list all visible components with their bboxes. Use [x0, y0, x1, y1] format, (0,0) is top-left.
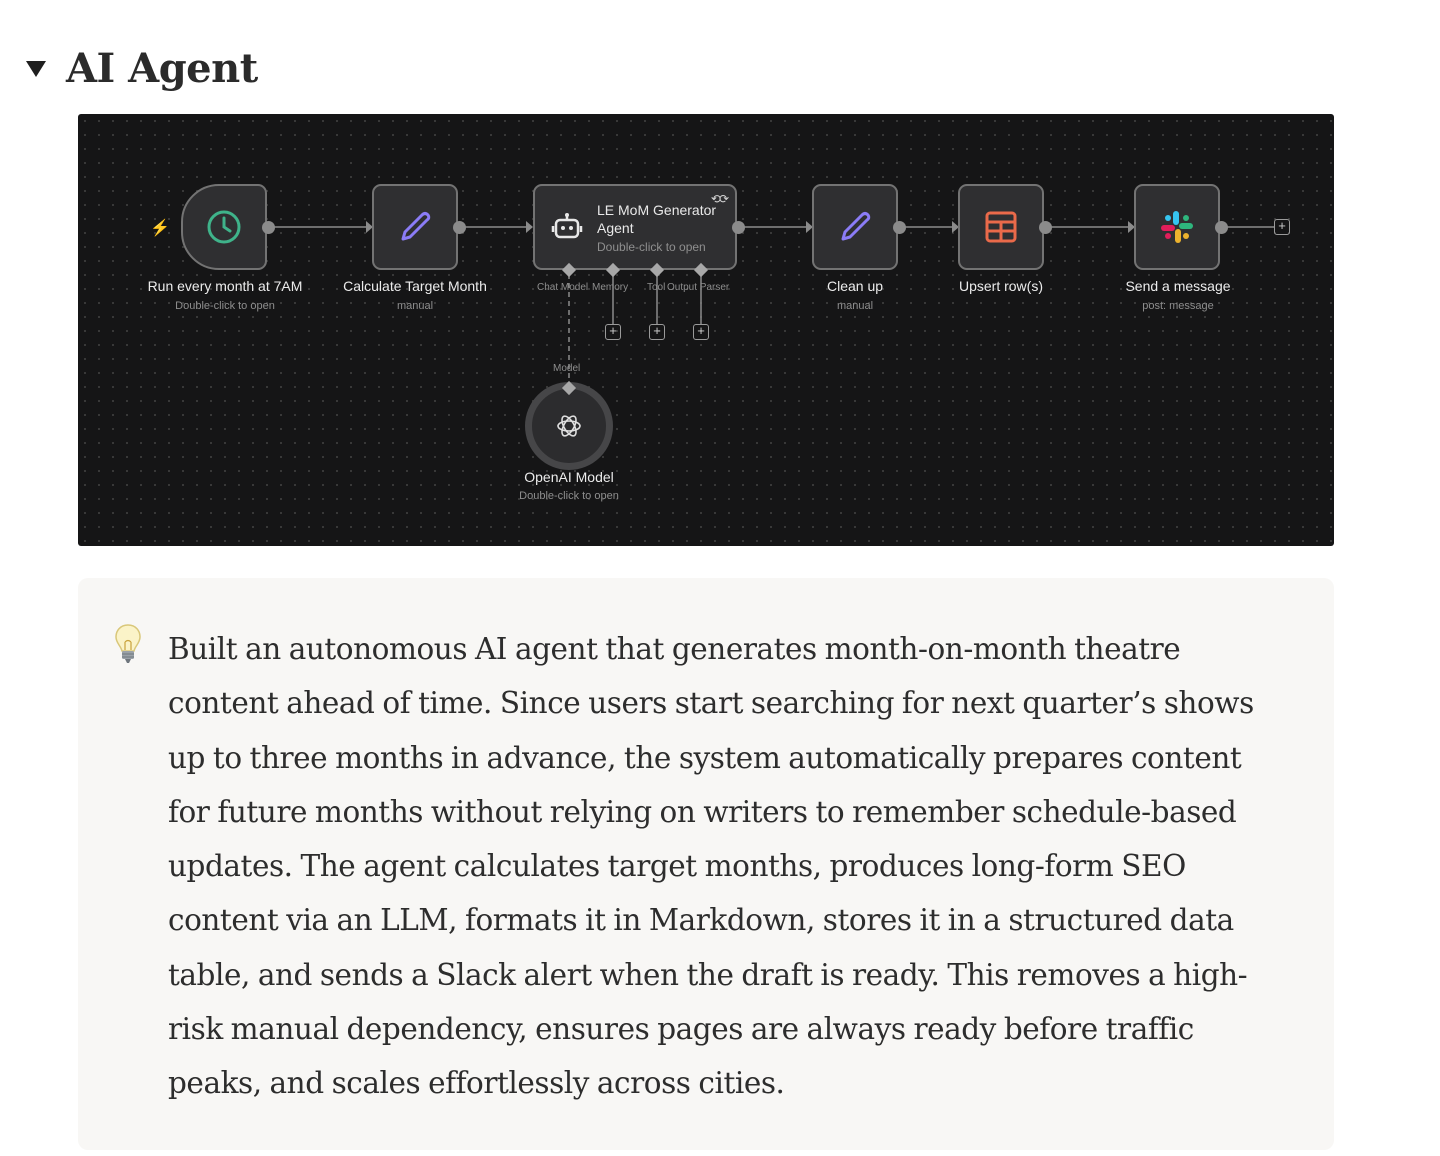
trigger-sub: Double-click to open — [175, 300, 275, 312]
add-memory-button[interactable]: + — [605, 324, 621, 340]
openai-icon — [554, 411, 584, 441]
workflow-canvas[interactable] — [78, 114, 1334, 546]
slack-icon — [1159, 209, 1195, 245]
toggle-triangle-icon[interactable] — [26, 61, 46, 77]
openai-model-node[interactable] — [525, 382, 613, 470]
agent-node[interactable] — [533, 184, 737, 270]
calc-output-port[interactable] — [453, 221, 466, 234]
slack-sub: post: message — [1142, 300, 1214, 312]
cleanup-output-port[interactable] — [893, 221, 906, 234]
model-port-label: Model — [553, 363, 581, 374]
agent-title: LE MoM Generator Agent — [597, 201, 717, 236]
model-label: OpenAI Model — [524, 469, 614, 485]
tool-label: Tool — [647, 282, 666, 293]
cleanup-label: Clean up — [826, 278, 884, 294]
cleanup-sub: manual — [836, 300, 874, 312]
pencil-icon — [395, 207, 435, 247]
add-output-parser-button[interactable]: + — [693, 324, 709, 340]
calc-sub: manual — [396, 300, 434, 312]
memory-label: Memory — [592, 282, 629, 293]
lightning-icon: ⚡ — [150, 220, 170, 237]
callout-text: Built an autonomous AI agent that generates month-on-month theatre content ahead of time. Since users start searching for next quarter’s shows up to three months in advance, the system automatically prepares content for future months without relying on writers to remember schedule-based updates. The agent calculates target months, produces long-form SEO content via an LLM, formats it in Markdown, stores it in a structured data table, and sends a Slack alert when the draft is ready. This removes a high-risk manual dependency, ensures pages are always ready before traffic peaks, and scales effortlessly across cities. — [168, 632, 1254, 1101]
trigger-node[interactable] — [181, 184, 267, 270]
add-tool-button[interactable]: + — [649, 324, 665, 340]
agent-input-port[interactable] — [526, 221, 533, 233]
pencil-icon — [835, 207, 875, 247]
table-icon — [984, 210, 1018, 244]
loop-icon: ⟲⟳ — [710, 192, 727, 206]
upsert-node[interactable] — [958, 184, 1044, 270]
clock-icon — [205, 208, 243, 246]
slack-node[interactable] — [1134, 184, 1220, 270]
robot-icon — [551, 211, 583, 243]
trigger-label: Run every month at 7AM — [147, 278, 303, 294]
upsert-label: Upsert row(s) — [958, 278, 1043, 294]
calc-label: Calculate Target Month — [343, 278, 487, 294]
chat-model-label: Chat Model — [537, 282, 589, 293]
agent-sub: Double-click to open — [597, 239, 706, 254]
callout-block — [78, 578, 1334, 1150]
output-parser-label: Output Parser — [667, 282, 730, 293]
lightbulb-icon — [114, 622, 142, 666]
cleanup-node[interactable] — [812, 184, 898, 270]
slack-output-port[interactable] — [1215, 221, 1228, 234]
agent-output-port[interactable] — [732, 221, 745, 234]
model-sub: Double-click to open — [519, 490, 619, 502]
section-title: AI Agent — [66, 44, 258, 92]
add-node-button[interactable]: + — [1274, 219, 1290, 235]
section-toggle[interactable] — [26, 40, 258, 96]
upsert-output-port[interactable] — [1039, 221, 1052, 234]
trigger-output-port[interactable] — [262, 221, 275, 234]
slack-label: Send a message — [1125, 278, 1231, 294]
calc-node[interactable] — [372, 184, 458, 270]
